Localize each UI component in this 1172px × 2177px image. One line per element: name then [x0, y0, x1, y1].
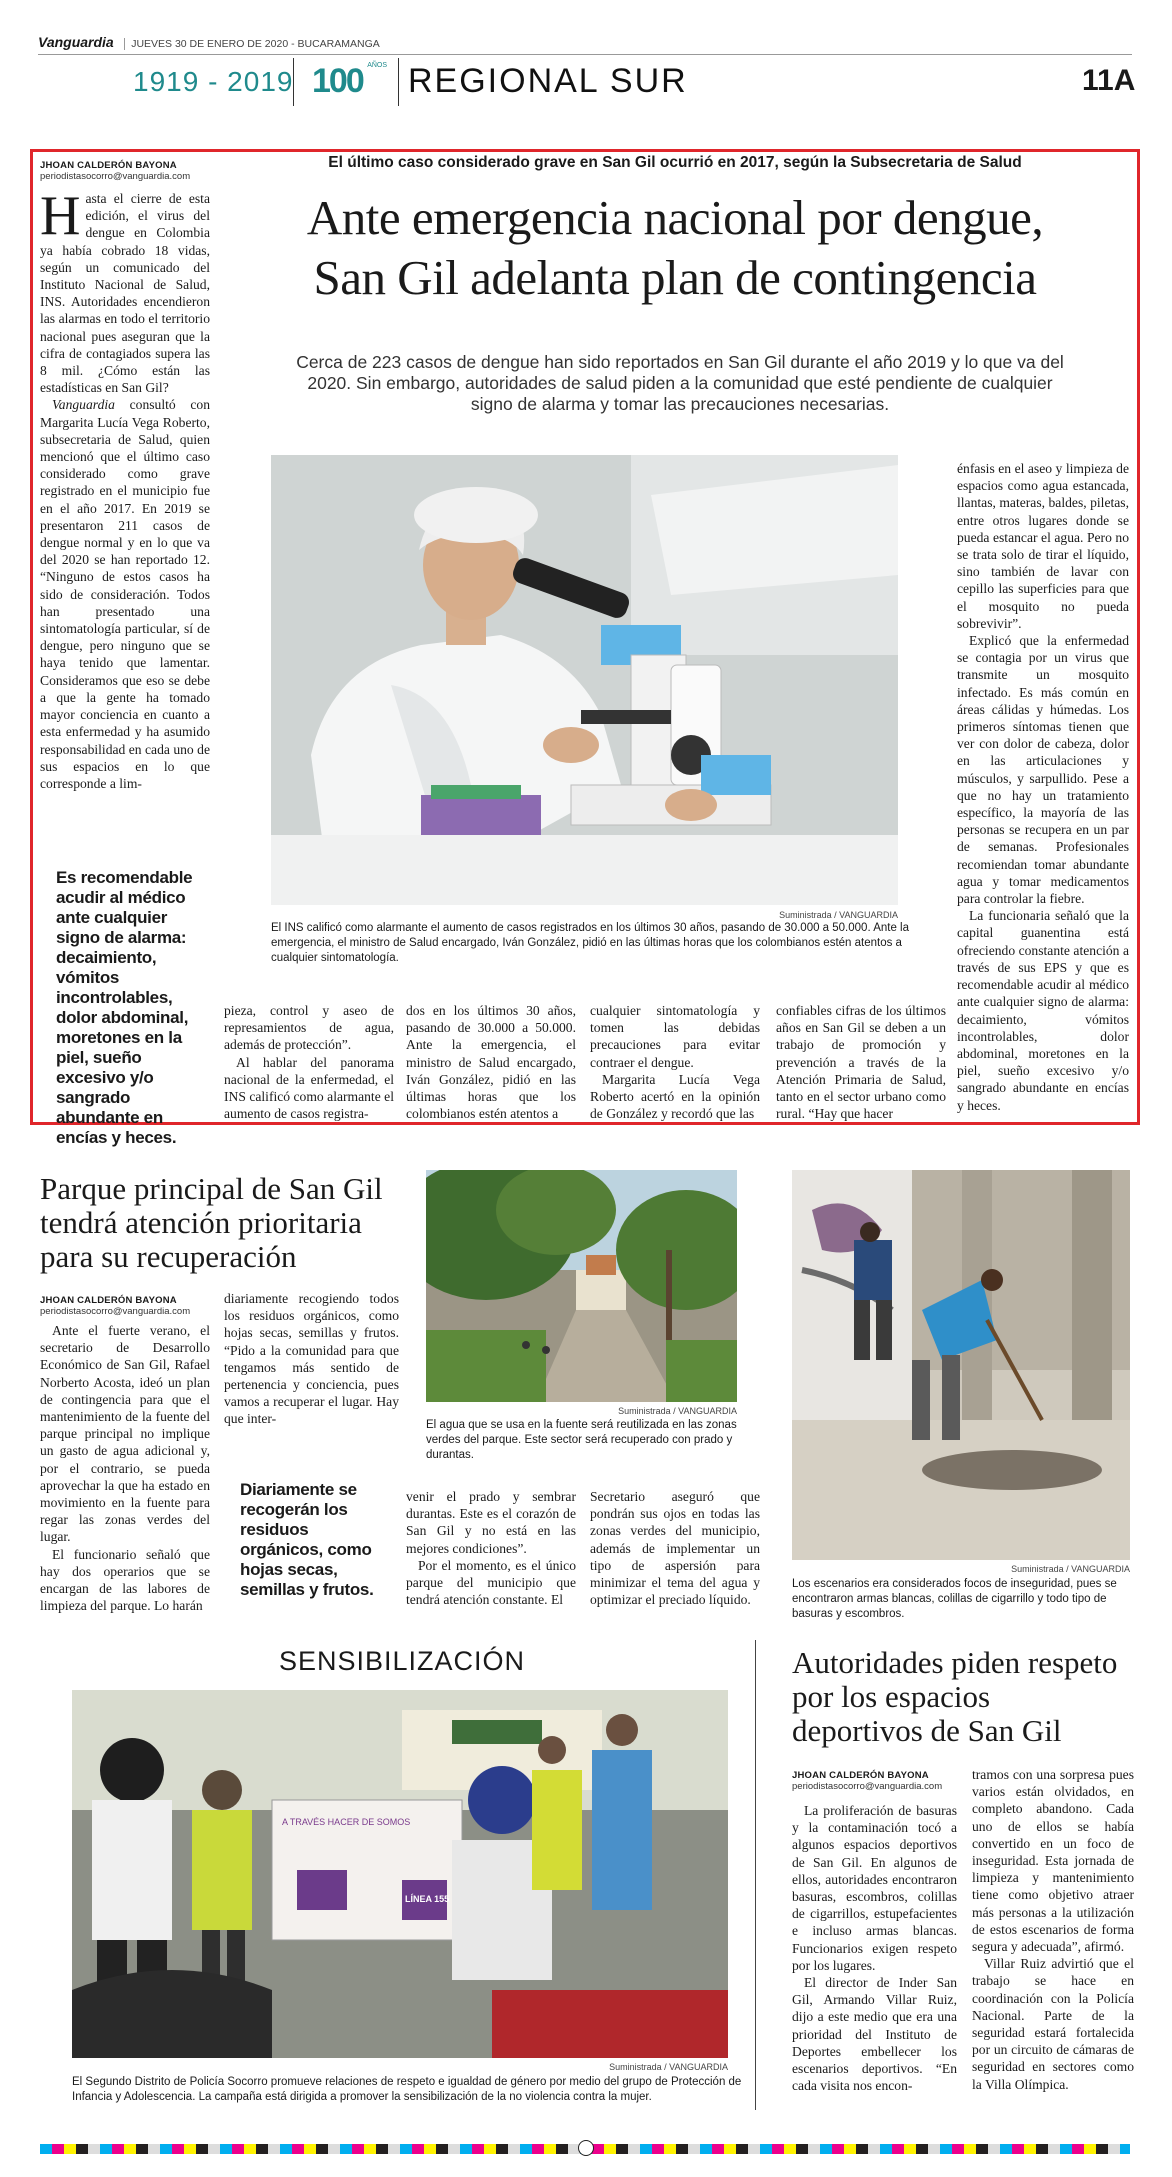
sports-byline-name: JHOAN CALDERÓN BAYONA: [792, 1770, 929, 1781]
brand-logo: Vanguardia: [38, 34, 114, 50]
anniversary-small: AÑOS: [367, 62, 388, 69]
headline-line-2: San Gil adelanta plan de contingencia: [313, 250, 1037, 305]
main-col5-p1: confiables cifras de los últimos años en San Gil se deben a un trabajo de promoción y prevención a través de la Atención Primaria de Salud, tanto en el sector urbano como rural. “Hay que hacer: [776, 1003, 946, 1122]
main-col-5: [776, 1002, 946, 1122]
byline-email: periodistasocorro@vanguardia.com: [40, 171, 191, 182]
sports-headline: Autoridades piden respeto por los espacios deportivos de San Gil: [792, 1645, 1118, 1748]
main-col-1: [40, 185, 210, 792]
sports-col-2: [972, 1766, 1134, 2093]
main-col6-p2: Explicó que la enfermedad se contagia por un virus que transmite un mosquito infectado. Es más común en áreas cálidas y húmedas. Los primeros síntomas tienen que ver con dolor de cabeza, dolor en las articulaciones y músculos, y sarpullido. Pese a que no hay un tratamiento específico, la mayoría de las personas se recupera en un par de semanas. Profesionales recomiendan tomar abundante agua y tomar medicamentos para controlar la fiebre.: [957, 633, 1129, 907]
sports-col1-p2: El director de Inder San Gil, Armando Villar Ruiz, dijo a este medio que era una prioridad del Instituto de Deportes embellecer los escenarios deportivos. “En cada visita nos encon-: [792, 1975, 957, 2094]
page-number: 11A: [1082, 64, 1136, 97]
main-col-6: [957, 460, 1129, 1114]
main-col6-p1: énfasis en el aseo y limpieza de espacios como agua estancada, llantas, materas, baldes, piletas, entre otros lugares donde se pueda estancar el agua. Pero no se trata solo de tirar el líquido, sino también de lavar con cepillo las superficies para que el mosquito no pueda sobrevivir”.: [957, 461, 1129, 631]
main-col-3: [406, 1002, 576, 1122]
park-pullquote: Diariamente se recogerán los residuos orgánicos, como hojas secas, semillas y frutos.: [240, 1480, 374, 1599]
main-photo: [271, 455, 898, 905]
sports-photo-credit: Suministrada / VANGUARDIA: [1011, 1564, 1130, 1574]
main-col2-p2: Al hablar del panorama nacional de la enfermedad, el INS calificó como alarmante el aumento de casos registra-: [224, 1054, 394, 1122]
park-photo-credit: Suministrada / VANGUARDIA: [618, 1406, 737, 1416]
years-label: 1919 - 2019: [133, 66, 294, 97]
park-col-2: [224, 1290, 399, 1428]
anniversary-number: 100: [312, 62, 363, 100]
park-col-4: [590, 1488, 760, 1608]
lab-illustration: [271, 455, 898, 905]
sports-byline: [792, 1770, 972, 1792]
park-byline: [40, 1295, 230, 1317]
park-col3-p1: venir el prado y sembrar durantas. Este es el corazón de San Gil y no está en las mejores condiciones”.: [406, 1489, 576, 1556]
main-col2-p1: pieza, control y aseo de represamientos de agua, además de protección”.: [224, 1003, 394, 1053]
registration-mark: [578, 2140, 594, 2156]
sensibilizacion-credit: Suministrada / VANGUARDIA: [609, 2062, 728, 2072]
vertical-rule: [755, 1640, 756, 2110]
dropcap: H: [40, 185, 81, 247]
sports-col2-p1: tramos con una sorpresa pues varios están olvidados, en completo abandono. Cada uno de ellos se había convertido en un foco de inseguridad. Esta jornada de limpieza y mantenimiento tiene como objetivo atraer más personas a la utilización de estos escenarios de forma segura y adecuada”, afirmó.: [972, 1767, 1134, 1955]
park-col-1: [40, 1322, 210, 1614]
park-col-3: [406, 1488, 576, 1608]
park-col1-p2: El funcionario señaló que hay dos operarios que se encargan de las labores de limpieza del parque. Lo harán: [40, 1546, 210, 1614]
byline-name: JHOAN CALDERÓN BAYONA: [40, 160, 177, 171]
main-col-4: [590, 1002, 760, 1122]
police-scene: [72, 1690, 728, 2058]
main-col6-p3: La funcionaria señaló que la capital guanentina está ofreciendo constante atención a través de sus EPS y que es recomendable acudir al médico ante cualquier signo de alarma: decaimiento, vómitos incontrolables, dolor abdominal, moretones en la piel, sueño excesivo y/o sangrado abundante en encías y heces.: [957, 908, 1129, 1113]
main-photo-credit: Suministrada / VANGUARDIA: [779, 910, 898, 920]
sensibilizacion-caption: El Segundo Distrito de Policía Socorro promueve relaciones de respeto e igualdad de género por medio del grupo de Protección de Infancia y Adolescencia. La campaña está dirigida a promover la sensibilización de la no violencia contra la mujer.: [72, 2076, 742, 2103]
headline-line-1: Ante emergencia nacional por dengue,: [306, 190, 1044, 245]
main-col1-p2-lead: Vanguardia: [52, 397, 115, 413]
sports-byline-email: periodistasocorro@vanguardia.com: [792, 1781, 943, 1792]
sports-photo-caption: Los escenarios era considerados focos de inseguridad, pues se encontraron armas blancas, colillas de cigarrillo y todo tipo de basuras y escombros.: [792, 1578, 1117, 1620]
main-col1-p1: asta el cierre de esta edición, el virus del dengue en Colombia ya había cobrado 18 vidas, según un comunicado del Instituto Nacional de Salud, INS. Autoridades encendieron las alarmas en todo el territorio nacional pues aseguran que la cifra de contagiados supera las 8 mil. ¿Cómo están las estadísticas en San Gil?: [40, 191, 210, 396]
divider-2: [398, 58, 399, 106]
park-col3-p2: Por el momento, es el único parque del municipio que tendrá atención constante. El: [406, 1557, 576, 1608]
sports-col-1: [792, 1802, 957, 2094]
main-col1-p2: consultó con Margarita Lucía Vega Roberto, subsecretaria de Salud, quien mencionó que el último caso considerado como grave registrado en el municipio fue en el año 2017. En 2019 se presentaron 211 casos de dengue normal y en lo que va del 2020 se han reportado 12. “Ninguno de estos casos ha sido de consideración. Todos han presentado una sintomatología particular, sí de dengue, pero ninguno que se haya tenido que lamentar. Consideramos que eso se debe a que la gente ha tomado mayor conciencia en cuanto a esta enfermedad y ha asumido responsabilidad en cada uno de sus espacios en lo que corresponde a lim-: [40, 397, 210, 791]
main-col3-p1: dos en los últimos 30 años, pasando de 30.000 a 50.000. Ante la emergencia, el ministro de Salud encargado, Iván González, pidió en las últimas horas que los colombianos estén atentos a: [406, 1003, 576, 1122]
park-byline-name: JHOAN CALDERÓN BAYONA: [40, 1295, 177, 1306]
park-col4-p1: Secretario aseguró que pondrán sus ojos en todas las zonas verdes del municipio, además de implementar un tipo de aspersión para minimizar el tema del agua y optimizar el preciado líquido.: [590, 1489, 760, 1608]
divider-1: [293, 58, 294, 106]
main-photo-caption: El INS calificó como alarmante el aumento de casos registrados en los últimos 30 años, pasando de 30.000 a 50.000. Ante la emergencia, el ministro de Salud encargado, Iván González, pidió en las últimas horas que los colombianos estén atentos a cualquier sintomatología.: [271, 922, 909, 964]
banner-text: A TRAVÉS HACER DE SOMOS: [282, 1817, 411, 1827]
sports-col2-p2: Villar Ruiz advirtió que el trabajo se hace en coordinación con la Policía Nacional. Parte de la seguridad estará fortalecida por un circuito de cámaras de seguridad en sectores como la Villa Olímpica.: [972, 1956, 1134, 2092]
park-byline-email: periodistasocorro@vanguardia.com: [40, 1306, 191, 1317]
sensibilizacion-title: SENSIBILIZACIÓN: [278, 1646, 526, 1676]
park-col1-p1: Ante el fuerte verano, el secretario de Desarrollo Económico de San Gil, Rafael Norberto Acosta, ideó un plan de contingencia para que el mantenimiento de la fuente del parque principal no implique un gasto de agua adicional y, por el contrario, se pueda aprovechar la que ha estado en movimiento en la fuente para regar las zonas verdes del lugar.: [40, 1323, 210, 1545]
sensibilizacion-photo: [72, 1690, 728, 2058]
masthead-strip: [38, 34, 1132, 55]
main-lede: Cerca de 223 casos de dengue han sido reportados en San Gil durante el año 2019 y lo que va del 2020. Sin embargo, autoridades de salud piden a la comunidad que esté pendiente de cualquier signo de alarma y tomar las precauciones necesarias.: [296, 352, 1064, 414]
main-headline: [220, 188, 1130, 308]
main-col-2: [224, 1002, 394, 1122]
cleanup-scene: [792, 1170, 1130, 1560]
sports-col1-p1: La proliferación de basuras y la contaminación tocó a algunos espacios deportivos de San Gil. En algunos de ellos, autoridades encontraron basuras, escombros, colillas de cigarrillos, estupefacientes e incluso armas blancas. Funcionarios exigen respeto por los lugares.: [792, 1803, 957, 1973]
section-title: REGIONAL SUR: [408, 62, 688, 100]
main-kicker: El último caso considerado grave en San Gil ocurrió en 2017, según la Subsecretaria de Salud: [328, 154, 1022, 171]
park-headline: Parque principal de San Gil tendrá atención prioritaria para su recuperación: [40, 1171, 383, 1274]
main-byline: [40, 160, 210, 182]
park-col2-p1: diariamente recogiendo todos los residuos orgánicos, como hojas secas, semillas y frutos. “Pido a la comunidad para que tengamos más sentido de pertenencia y conciencia, pues vamos a recuperar el lugar. Hay que inter-: [224, 1291, 399, 1427]
park-photo-caption: El agua que se usa en la fuente será reutilizada en las zonas verdes del parque. Este sector será recuperado con prado y durantas.: [426, 1419, 737, 1461]
main-col4-p1: cualquier sintomatología y tomen las debidas precauciones para evitar contraer el dengue.: [590, 1003, 760, 1070]
anniversary-logo: [312, 62, 387, 101]
banner-line: LÍNEA 155: [405, 1894, 450, 1904]
park-photo: [426, 1170, 737, 1402]
main-col4-p2: Margarita Lucía Vega Roberto acertó en la opinión de González y recordó que las: [590, 1071, 760, 1122]
dateline: JUEVES 30 DE ENERO DE 2020 - BUCARAMANGA: [124, 38, 380, 50]
sports-photo: [792, 1170, 1130, 1560]
park-scene: [426, 1170, 737, 1402]
main-pullquote: Es recomendable acudir al médico ante cualquier signo de alarma: decaimiento, vómitos incontrolables, dolor abdominal, moretones en la piel, sueño excesivo y/o sangrado abundante en encías y heces.: [56, 868, 193, 1147]
